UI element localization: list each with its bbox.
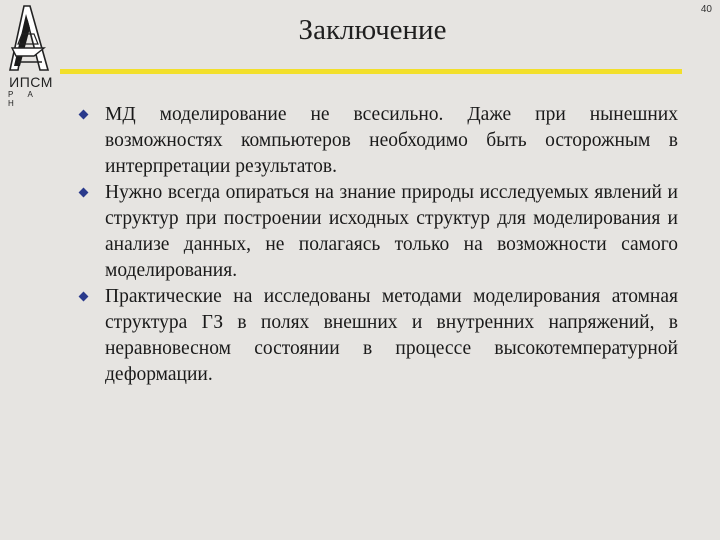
- page-number: 40: [700, 4, 712, 15]
- bullet-item: [78, 102, 678, 180]
- institute-logo-icon: [4, 4, 52, 74]
- logo-text: ИПСМ: [9, 74, 53, 90]
- diamond-bullet-icon: [79, 110, 89, 120]
- title-underline: [60, 69, 682, 74]
- bullet-item: [78, 284, 678, 388]
- bullet-list: [78, 102, 678, 388]
- institute-logo: [4, 4, 53, 108]
- logo-subtext: Р А Н: [8, 90, 39, 108]
- bullet-text: Нужно всегда опираться на знание природы исследуемых явлений и структур при построении исходных структур для моделирования и анализе данных, не полагаясь только на возможности самого моделирования.: [105, 182, 678, 281]
- diamond-bullet-icon: [79, 188, 89, 198]
- bullet-item: [78, 180, 678, 284]
- diamond-bullet-icon: [79, 292, 89, 302]
- bullet-text: МД моделирование не всесильно. Даже при нынешних возможностях компьютеров необходимо быть осторожным в интерпретации результатов.: [105, 104, 678, 177]
- bullet-text: Практические на исследованы методами моделирования атомная структура ГЗ в полях внешних и внутренних напряжений, в неравновесном состоянии в процессе высокотемпературной деформации.: [105, 286, 678, 385]
- slide-title: Заключение: [298, 14, 447, 46]
